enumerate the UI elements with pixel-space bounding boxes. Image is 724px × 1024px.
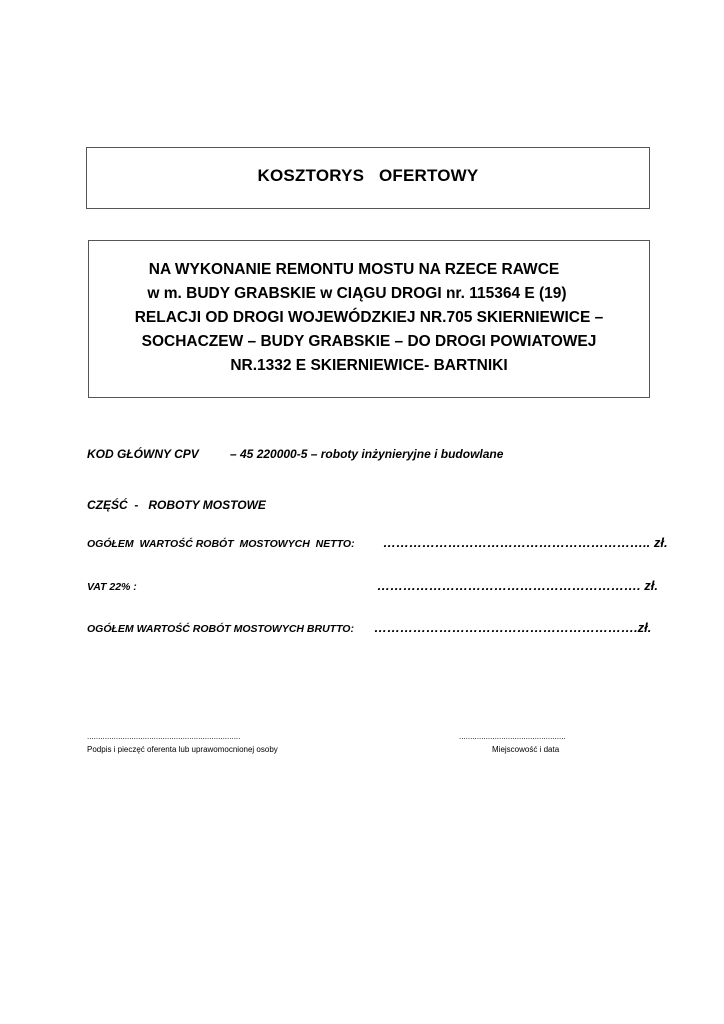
signature-line: ..................................................................... [87, 732, 241, 741]
description-line: RELACJI OD DROGI WOJEWÓDZKIEJ NR.705 SKIERNIEWICE – [134, 309, 604, 326]
description-line: NA WYKONANIE REMONTU MOSTU NA RZECE RAWCE [148, 261, 560, 278]
brutto-value: …………………………………………………….zł. [374, 620, 652, 635]
netto-value: …………………………………………………….. zł. [383, 535, 668, 550]
description-line: w m. BUDY GRABSKIE w CIĄGU DROGI nr. 115364 E (19) [147, 285, 567, 302]
cpv-label: KOD GŁÓWNY CPV [87, 447, 199, 461]
document-title: KOSZTORYS OFERTOWY [257, 166, 479, 185]
title-box [86, 147, 650, 209]
vat-value: ……………………………………………………. zł. [377, 578, 658, 593]
place-date-line: ................................................ [459, 732, 566, 741]
vat-label: VAT 22% : [87, 581, 137, 593]
netto-label: OGÓŁEM WARTOŚĆ ROBÓT MOSTOWYCH NETTO: [87, 538, 355, 550]
description-box [88, 240, 650, 398]
part-heading: CZĘŚĆ - ROBOTY MOSTOWE [87, 498, 266, 512]
signature-label: Podpis i pieczęć oferenta lub uprawomocnionej osoby [87, 745, 278, 754]
brutto-label: OGÓŁEM WARTOŚĆ ROBÓT MOSTOWYCH BRUTTO: [87, 623, 354, 635]
place-date-label: Miejscowość i data [492, 745, 560, 754]
description-line: NR.1332 E SKIERNIEWICE- BARTNIKI [230, 357, 508, 374]
description-line: SOCHACZEW – BUDY GRABSKIE – DO DROGI POWIATOWEJ [141, 333, 597, 350]
cpv-value: – 45 220000-5 – roboty inżynieryjne i budowlane [230, 447, 504, 461]
